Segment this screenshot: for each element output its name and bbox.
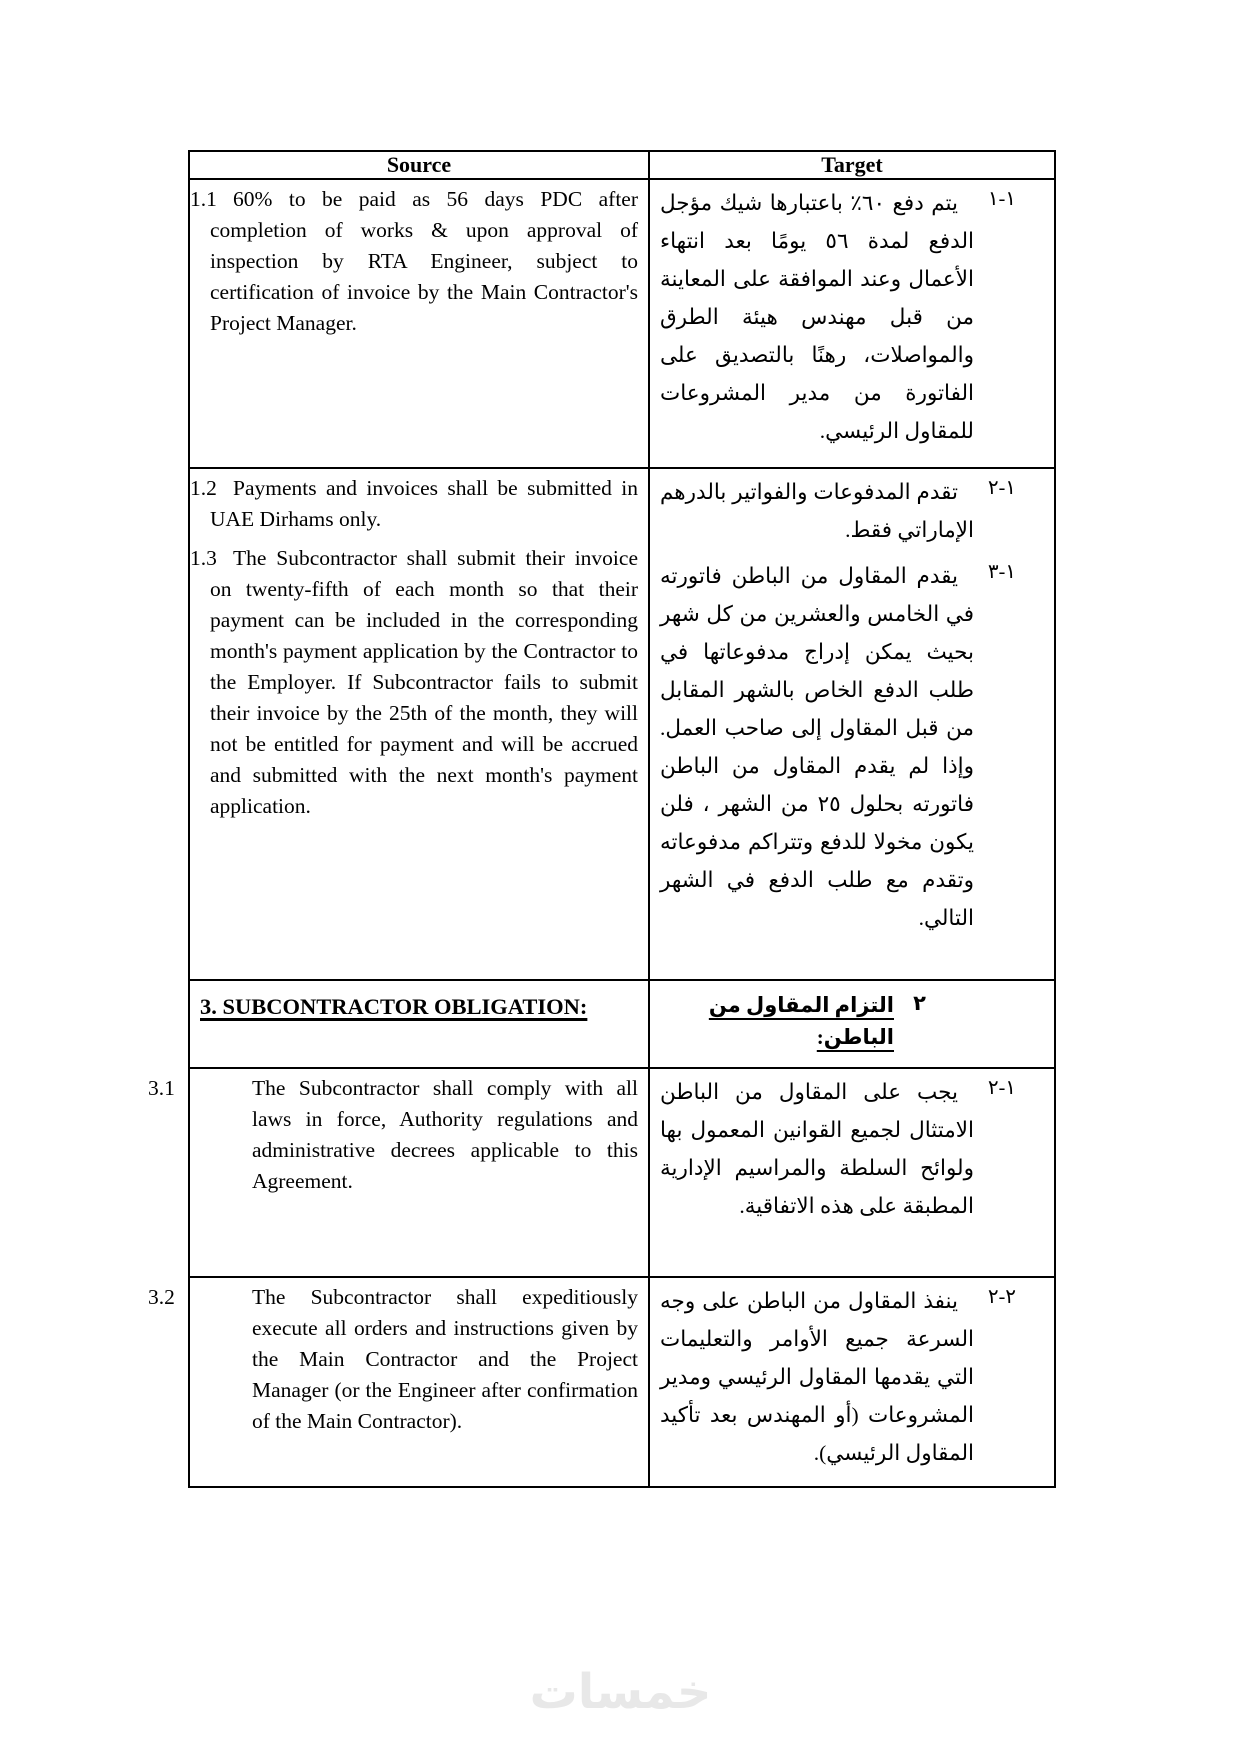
target-cell [649, 980, 1055, 1068]
clause-number: 3.2 [148, 1285, 175, 1309]
clause-number-ar: ٢-١ [987, 1077, 1016, 1099]
source-cell [189, 468, 649, 980]
clause-number-ar: ٣-١ [987, 561, 1016, 583]
table-row [189, 468, 1055, 980]
target-clause [660, 1073, 1044, 1225]
target-clause [660, 184, 1044, 450]
table-row [189, 1277, 1055, 1487]
clause-text: The Subcontractor shall expeditiously execute all orders and instructions given by the Main Contractor and the Project Manager (or the Engineer after confirmation of the Main Contractor). [252, 1285, 638, 1433]
section-row [189, 980, 1055, 1068]
clause-number-ar: ١-١ [987, 188, 1016, 210]
clause-number: 3.1 [148, 1076, 175, 1100]
section-number-ar: ٢ [913, 991, 926, 1015]
table-body [148, 179, 1055, 1487]
source-cell [148, 1068, 649, 1277]
clause-number-ar: ٢-١ [987, 477, 1016, 499]
clause-text-ar: يقدم المقاول من الباطن فاتورته في الخامس والعشرين من كل شهر بحيث يمكن إدراج مدفوعاتها في طلب الدفع الخاص بالشهر المقابل من قبل المقاول إلى صاحب العمل. وإذا لم يقدم المقاول من الباطن فاتورته بحلول ٢٥ من الشهر ، فلن يكون مخولا للدفع وتتراكم مدفوعاته وتقدم مع طلب الدفع في الشهر التالي. [660, 564, 974, 930]
target-column-header: Target [649, 151, 1055, 179]
clause-text-ar: يتم دفع ٦٠٪ باعتبارها شيك مؤجل الدفع لمدة ٥٦ يومًا بعد انتهاء الأعمال وعند الموافقة على المعاينة من قبل مهندس هيئة الطرق والمواصلات، رهنًا بالتصديق على الفاتورة من مدير المشروعات للمقاول الرئيسي. [660, 191, 974, 443]
target-cell [649, 179, 1055, 468]
clause-text: The Subcontractor shall submit their invoice on twenty-fifth of each month so that their payment can be included in the corresponding month's payment application by the Contractor to the Employer. If Subcontractor fails to submit their invoice by the 25th of the month, they will not be entitled for payment and will be accrued and submitted with the next month's payment application. [210, 546, 638, 818]
clause-number-ar: ٢-٢ [987, 1286, 1016, 1308]
source-clause [148, 1282, 638, 1437]
clause-text-ar: تقدم المدفوعات والفواتير بالدرهم الإماراتي فقط. [660, 480, 974, 542]
section-heading-ar-block [660, 989, 1044, 1053]
khamsat-watermark: خمسات [529, 1664, 712, 1720]
target-clause [660, 1282, 1044, 1472]
table-row [189, 1068, 1055, 1277]
target-cell [649, 468, 1055, 980]
section-heading-en: 3. SUBCONTRACTOR OBLIGATION: [200, 994, 588, 1019]
section-heading-ar: التزام المقاول من الباطن: [708, 993, 894, 1049]
source-cell [189, 980, 649, 1068]
source-cell [189, 179, 649, 468]
clause-text: 60% to be paid as 56 days PDC after completion of works & upon approval of inspection by RTA Engineer, subject to certification of invoice by the Main Contractor's Project Manager. [210, 187, 638, 335]
target-cell [649, 1068, 1055, 1277]
source-column-header: Source [189, 151, 649, 179]
header-row [189, 151, 1055, 179]
clause-number: 1.1 [190, 187, 217, 211]
clause-number: 1.3 [190, 546, 217, 570]
target-clause [660, 557, 1044, 937]
source-clause [190, 543, 638, 822]
clause-text: The Subcontractor shall comply with all laws in force, Authority regulations and administrative decrees applicable to this Agreement. [252, 1076, 638, 1193]
clause-text: Payments and invoices shall be submitted in UAE Dirhams only. [210, 476, 638, 531]
source-clause [148, 1073, 638, 1197]
clause-number: 1.2 [190, 476, 217, 500]
target-clause [660, 473, 1044, 549]
translation-table [148, 150, 1056, 1488]
table-row [189, 179, 1055, 468]
source-clause [190, 184, 638, 339]
source-cell [148, 1277, 649, 1487]
source-clause [190, 473, 638, 535]
target-cell [649, 1277, 1055, 1487]
clause-text-ar: يجب على المقاول من الباطن الامتثال لجميع القوانين المعمول بها ولوائح السلطة والمراسيم الإدارية المطبقة على هذه الاتفاقية. [660, 1080, 974, 1218]
clause-text-ar: ينفذ المقاول من الباطن على وجه السرعة جميع الأوامر والتعليمات التي يقدمها المقاول الرئيسي ومدير المشروعات (أو المهندس بعد تأكيد المقاول الرئيسي). [660, 1289, 974, 1465]
